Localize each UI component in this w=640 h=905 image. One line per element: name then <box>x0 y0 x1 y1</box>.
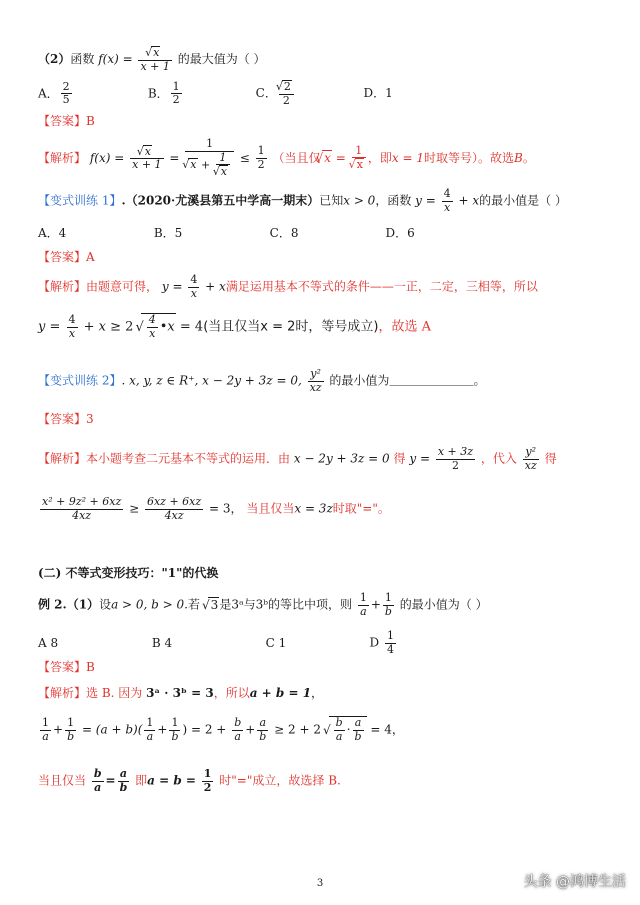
q2-options: A． $\frac{2}{5}$ B． $\frac{1}{2}$ C． √ $\frac{2}{2}$ D．1 <box>38 80 602 107</box>
ex2-stem: 例 2.（1）设a > 0, b > 0.若√ 3是3ᵃ与3ᵇ的等比中项，则 $\frac{1}{a}$ + $\frac{1}{b}$ 的最小值为（ ） <box>38 592 602 618</box>
v2-analysis-line2: $\frac{\text{x² + 9z² + 6xz}}{4xz}$ ≥ $\frac{6xz + 6xz}{4xz}$ = 3， 当且仅当x = 3z时取"="。 <box>42 495 390 522</box>
ex2-analysis-line1: 【解析】选 B. 因为 3ᵃ · 3ᵇ = 3，所以a + b = 1， <box>38 686 324 700</box>
ex2-options: A 8 B 4 C 1 D $\frac{1}{4}$ <box>38 629 394 656</box>
v1-analysis-line2: y = $\frac{4}{x}$ + x ≥ 2 √ $\frac{4}{x}$ •x = 4(当且仅当x = 2时，等号成立)，故选 A <box>38 313 602 340</box>
v1-answer: 【答案】A <box>38 250 95 264</box>
q2-answer: 【答案】B <box>38 114 95 128</box>
q2-stem: （2）函数 f(x) = √ $\frac{x}{x + 1}$ 的最大值为（ ） <box>38 46 602 73</box>
ex2-analysis-line2: $\frac{1}{a}$ + $\frac{1}{b}$ = (a + b)( $\frac{1}{a}$ + $\frac{1}{b}$ ) = 2 + $\frac{b}{a}$ + $\frac{a}{b}$ ≥ 2 + 2 √ $\frac{b}{a}$ · $\frac{a}{b}$ = 4， <box>38 716 602 743</box>
q2-analysis: 【解析】 f(x) = √ $\frac{x}{x + 1}$ = 1 √ x + 1 √ x ≤ $\frac{1}{2}$ （当且仅√ x = 1 √ x ，即x = 1时取等号）。故选B。 <box>38 138 602 179</box>
watermark: 头条 @鸿博生活 <box>523 874 626 890</box>
v1-analysis-line1: 【解析】由题意可得， y = $\frac{4}{x}$ + x满足运用基本不等式的条件——一正，二定，三相等，所以 <box>38 273 538 300</box>
v1-options: A．4 B．5 C．8 D．6 <box>38 226 415 240</box>
v2-analysis-line1: 【解析】本小题考查二元基本不等式的运用．由 x − 2y + 3z = 0 得 y = $\frac{x + 3z}{2}$ ，代入 $\frac{\text{y²}}{xz}$ 得 <box>38 445 557 472</box>
section-title: (二) 不等式变形技巧："1"的代换 <box>38 566 219 580</box>
v2-answer: 【答案】3 <box>38 412 94 426</box>
page-number: 3 <box>316 878 324 889</box>
ex2-answer: 【答案】B <box>38 660 95 674</box>
ex2-analysis-line3: 当且仅当 $\frac{b}{a}$ = $\frac{a}{b}$ 即a = b = $\frac{1}{2}$ 时"="成立，故选择 B. <box>38 767 341 794</box>
v1-stem: 【变式训练 1】.（2020·尤溪县第五中学高一期末）已知x > 0，函数 y = $\frac{4}{x}$ + x的最小值是（ ） <box>38 187 567 214</box>
v2-stem: 【变式训练 2】. x, y, z ∈ R⁺, x − 2y + 3z = 0, $\frac{\text{y²}}{xz}$ 的最小值为＿＿＿＿＿＿＿。 <box>38 367 486 394</box>
